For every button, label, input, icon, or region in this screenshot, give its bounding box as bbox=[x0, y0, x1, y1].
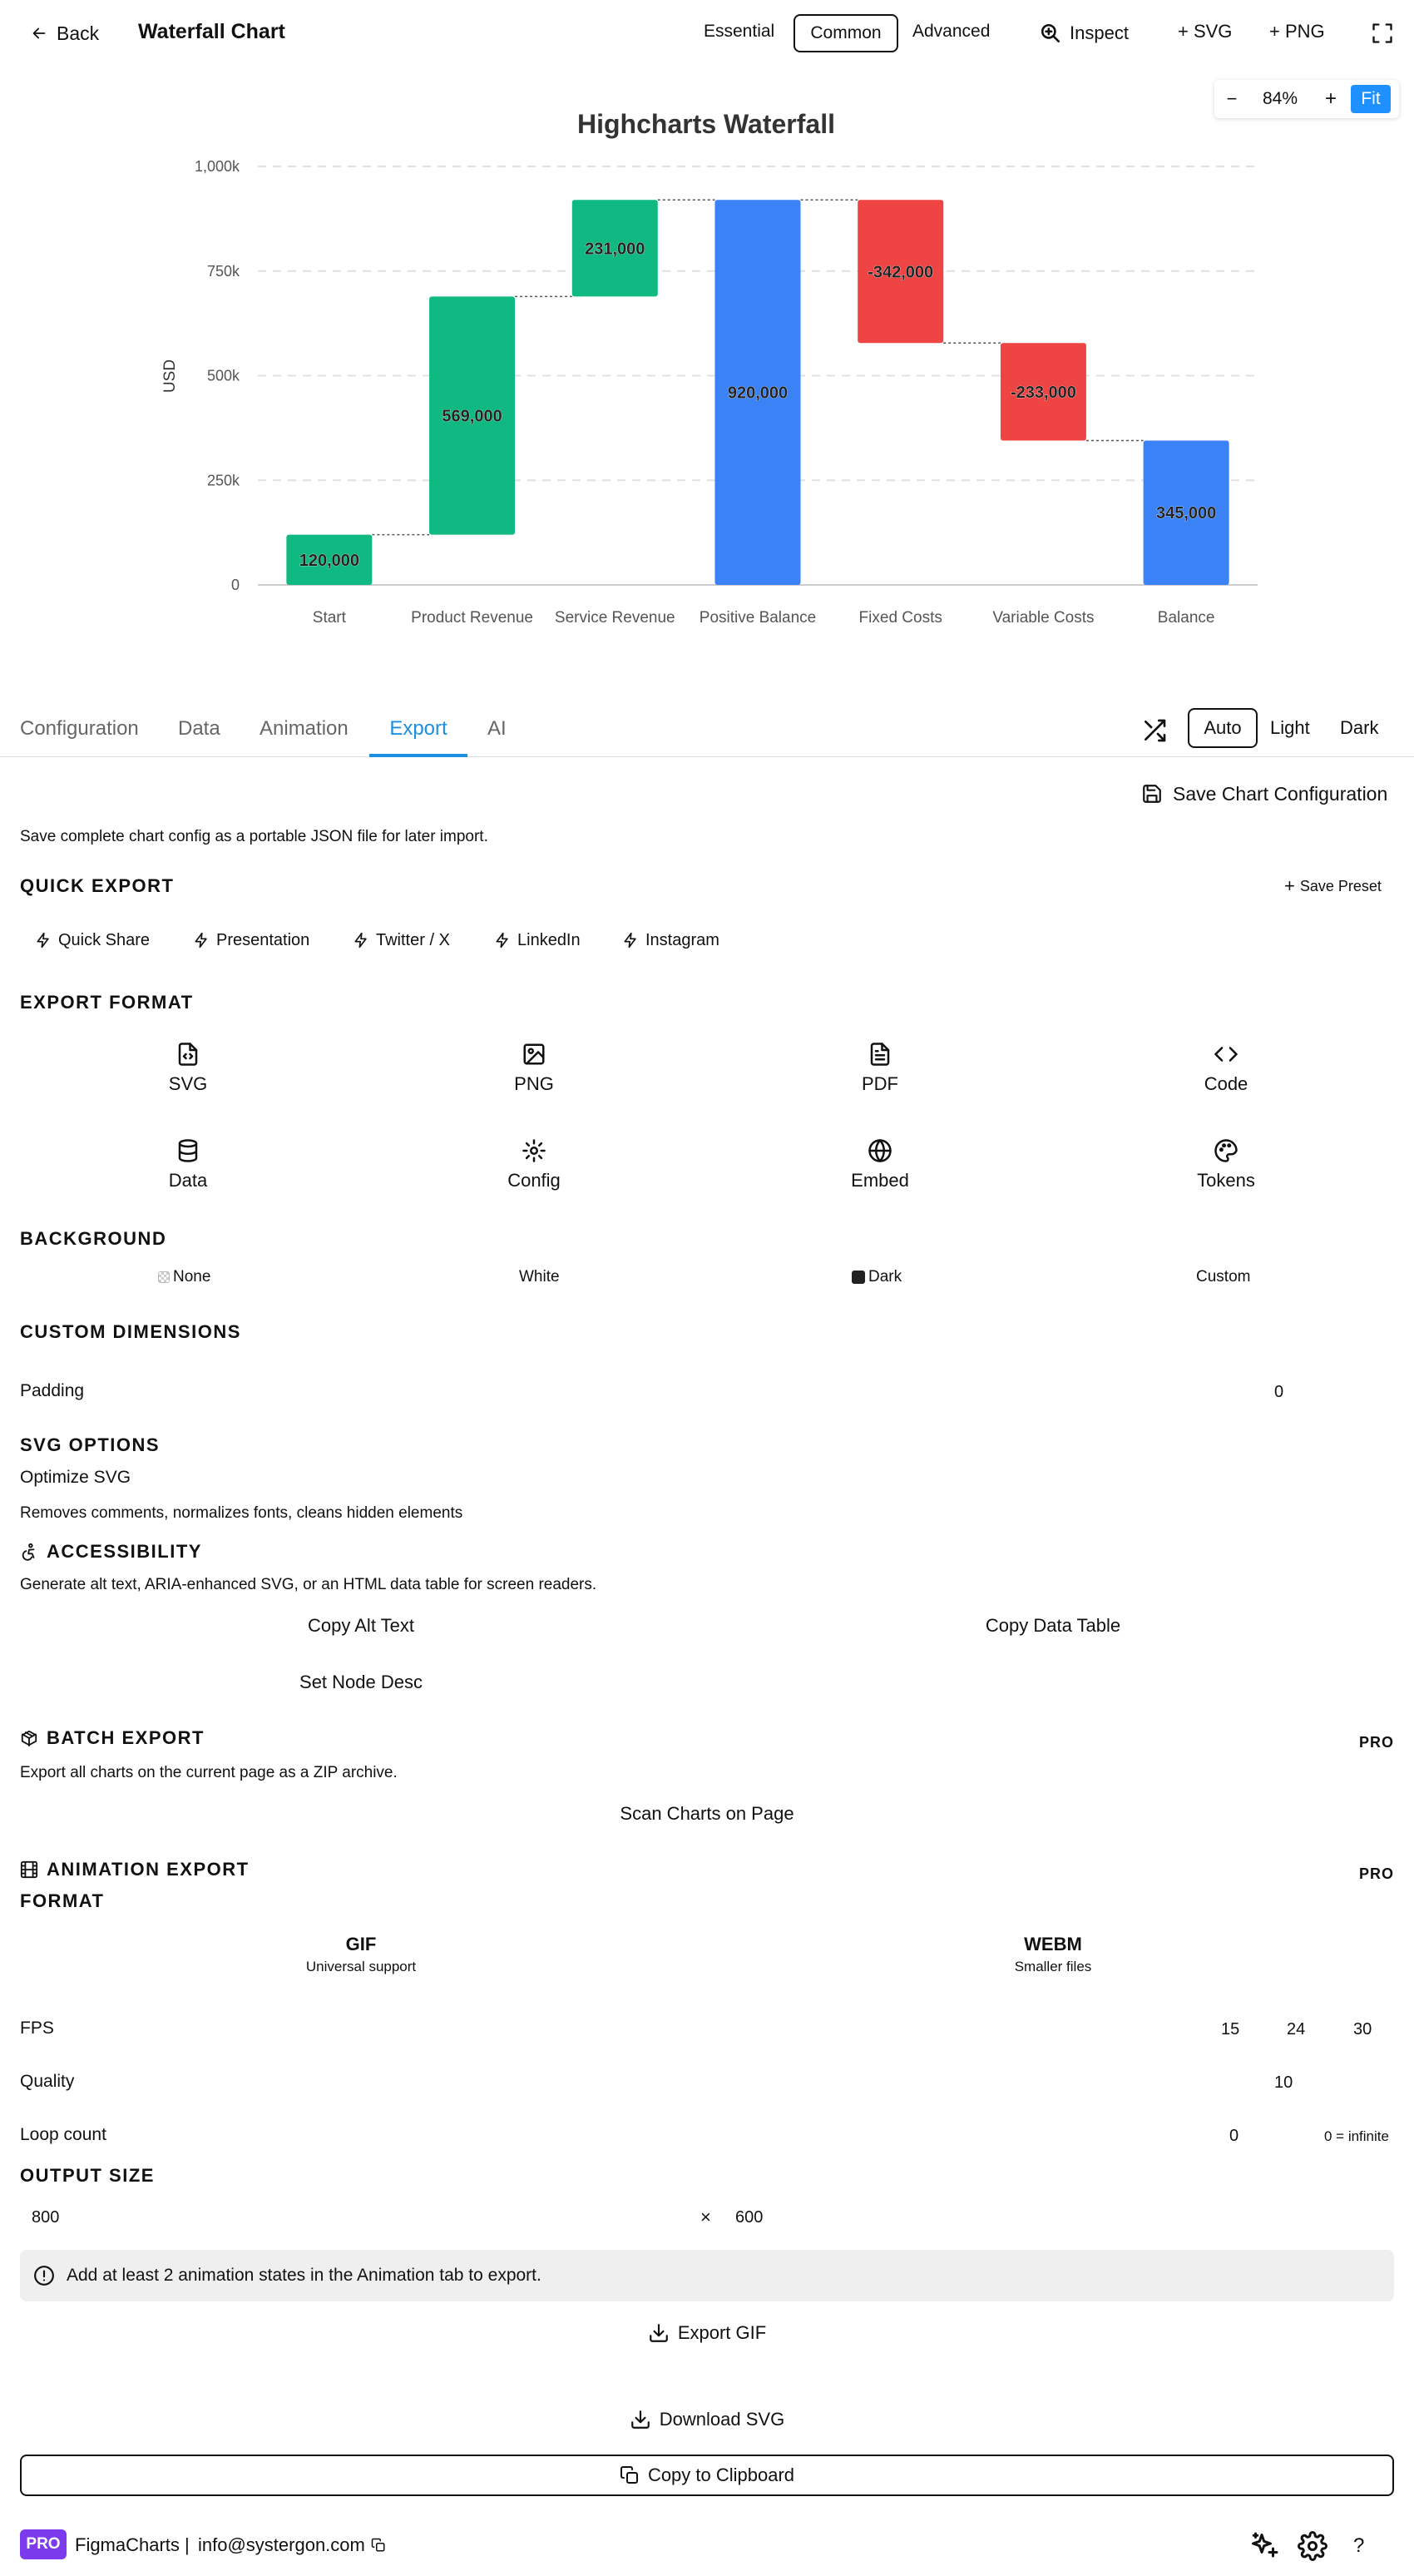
save-config-desc: Save complete chart config as a portable JSON file for later import. bbox=[20, 828, 488, 845]
inspect-button[interactable] bbox=[1040, 18, 1129, 48]
zap-icon bbox=[35, 932, 52, 949]
fullscreen-button[interactable] bbox=[1371, 22, 1394, 50]
batch-pro-badge: PRO bbox=[1358, 1734, 1394, 1751]
format-data[interactable] bbox=[105, 1138, 271, 1191]
zoom-in-button[interactable]: + bbox=[1324, 87, 1337, 110]
accessibility-heading: ACCESSIBILITY bbox=[47, 1541, 202, 1562]
format-label: Data bbox=[168, 1170, 208, 1191]
accessibility-icon bbox=[20, 1543, 38, 1566]
theme-auto[interactable]: Auto bbox=[1188, 708, 1258, 748]
sparkles-button[interactable] bbox=[1249, 2531, 1279, 2566]
package-icon bbox=[20, 1729, 38, 1752]
tab-ai[interactable]: AI bbox=[487, 717, 507, 740]
quality-label: Quality bbox=[20, 2072, 75, 2091]
fps-15-option[interactable]: 15 bbox=[1221, 2020, 1240, 2039]
gif-sub: Universal support bbox=[305, 1959, 417, 1974]
zap-icon bbox=[494, 932, 511, 949]
brand-name: FigmaCharts bbox=[75, 2534, 180, 2555]
gif-label: GIF bbox=[345, 1934, 377, 1954]
image-icon bbox=[522, 1042, 546, 1067]
output-width-input[interactable]: 800 bbox=[32, 2208, 60, 2227]
copy-clipboard-button[interactable] bbox=[20, 2455, 1394, 2496]
zoom-fit-button[interactable]: Fit bbox=[1351, 85, 1391, 113]
fps-30-option[interactable]: 30 bbox=[1353, 2020, 1372, 2039]
preset-presentation[interactable] bbox=[193, 925, 309, 955]
bg-label: Custom bbox=[1196, 1268, 1251, 1286]
preset-twitter[interactable] bbox=[353, 925, 450, 955]
plus-icon: + bbox=[1284, 875, 1295, 896]
quick-preset-list bbox=[0, 925, 1414, 959]
set-node-desc-button[interactable]: Set Node Desc bbox=[299, 1672, 423, 1692]
bg-custom-option[interactable] bbox=[1196, 1266, 1250, 1288]
preset-label: Instagram bbox=[645, 930, 719, 949]
format-gif-option[interactable] bbox=[20, 1934, 702, 1980]
back-label: Back bbox=[57, 22, 100, 44]
format-config[interactable] bbox=[451, 1138, 617, 1191]
padding-label: Padding bbox=[20, 1381, 85, 1400]
y-tick-label: 500k bbox=[206, 367, 240, 384]
custom-dimensions-heading: CUSTOM DIMENSIONS bbox=[20, 1321, 241, 1342]
info-text: Add at least 2 animation states in the Animation tab to export. bbox=[67, 2266, 541, 2285]
tab-data[interactable]: Data bbox=[178, 717, 220, 740]
x-tick-label: Balance bbox=[1157, 609, 1215, 627]
batch-export-heading: BATCH EXPORT bbox=[47, 1727, 205, 1748]
animation-export-heading: ANIMATION EXPORT bbox=[47, 1859, 250, 1880]
bg-label: Dark bbox=[868, 1268, 902, 1286]
dark-swatch-icon bbox=[852, 1271, 865, 1284]
save-config-label: Save Chart Configuration bbox=[1173, 782, 1388, 805]
bg-dark-option[interactable] bbox=[852, 1266, 902, 1288]
format-webm-option[interactable] bbox=[712, 1934, 1394, 1980]
fullscreen-icon bbox=[1371, 22, 1394, 45]
data-label: 345,000 bbox=[1155, 504, 1217, 523]
file-text-icon bbox=[868, 1042, 892, 1067]
y-axis-label: USD bbox=[161, 359, 179, 394]
loop-count-input[interactable]: 0 bbox=[1229, 2127, 1239, 2145]
zoom-level: 84% bbox=[1262, 89, 1298, 108]
data-label: -233,000 bbox=[1010, 383, 1076, 402]
contact-email[interactable]: info@systergon.com bbox=[198, 2534, 365, 2555]
code-icon bbox=[1213, 1042, 1239, 1067]
globe-icon bbox=[868, 1138, 892, 1163]
x-tick-label: Variable Costs bbox=[992, 609, 1095, 627]
app-header bbox=[0, 0, 1414, 67]
data-label: -342,000 bbox=[868, 263, 934, 282]
file-code-icon bbox=[176, 1042, 200, 1067]
sparkles-icon bbox=[1249, 2531, 1279, 2561]
help-button[interactable]: ? bbox=[1353, 2534, 1365, 2557]
animation-pro-badge: PRO bbox=[1358, 1865, 1394, 1882]
mode-advanced[interactable]: Advanced bbox=[912, 22, 991, 41]
y-tick-label: 250k bbox=[206, 472, 240, 489]
batch-export-desc: Export all charts on the current page as a ZIP archive. bbox=[20, 1764, 398, 1781]
preset-instagram[interactable] bbox=[622, 925, 719, 955]
format-code[interactable] bbox=[1143, 1042, 1309, 1095]
chart-title: Highcharts Waterfall bbox=[577, 109, 835, 139]
download-svg-button[interactable] bbox=[20, 2401, 1394, 2438]
mode-common[interactable]: Common bbox=[794, 14, 898, 52]
times-symbol: × bbox=[700, 2207, 711, 2227]
info-banner bbox=[20, 2250, 1394, 2301]
loop-count-label: Loop count bbox=[20, 2125, 106, 2144]
optimize-svg-desc: Removes comments, normalizes fonts, cleans hidden elements bbox=[20, 1504, 463, 1522]
copy-email-button[interactable] bbox=[371, 2538, 386, 2558]
format-tokens[interactable] bbox=[1143, 1138, 1309, 1191]
theme-light[interactable]: Light bbox=[1270, 717, 1310, 738]
y-tick-label: 0 bbox=[230, 577, 240, 593]
export-format-heading: EXPORT FORMAT bbox=[20, 992, 194, 1013]
scan-charts-button[interactable]: Scan Charts on Page bbox=[620, 1803, 794, 1824]
output-height-input[interactable]: 600 bbox=[735, 2208, 764, 2227]
format-svg[interactable] bbox=[105, 1042, 271, 1095]
preset-label: Quick Share bbox=[58, 930, 151, 949]
copy-icon bbox=[371, 2538, 386, 2553]
gear-icon bbox=[1298, 2531, 1327, 2561]
format-label: Code bbox=[1204, 1073, 1248, 1094]
bg-none-option[interactable] bbox=[158, 1266, 210, 1288]
format-label: SVG bbox=[168, 1073, 208, 1094]
zap-icon bbox=[353, 932, 369, 949]
add-svg-button[interactable]: + SVG bbox=[1178, 21, 1233, 42]
bg-white-option[interactable] bbox=[519, 1266, 560, 1288]
copy-alt-text-button[interactable]: Copy Alt Text bbox=[308, 1615, 414, 1636]
copy-clipboard-label: Copy to Clipboard bbox=[647, 2465, 795, 2485]
data-label: 569,000 bbox=[442, 407, 502, 426]
film-icon bbox=[20, 1860, 38, 1884]
pro-badge: PRO bbox=[20, 2529, 67, 2559]
export-gif-button[interactable] bbox=[20, 2315, 1394, 2351]
zap-icon bbox=[622, 932, 639, 949]
format-png[interactable] bbox=[451, 1042, 617, 1095]
animation-format-heading: FORMAT bbox=[20, 1890, 105, 1911]
download-icon bbox=[630, 2409, 651, 2430]
x-tick-label: Service Revenue bbox=[554, 609, 675, 627]
checker-swatch-icon bbox=[158, 1271, 170, 1283]
palette-icon bbox=[1214, 1138, 1238, 1163]
bg-label: White bbox=[519, 1268, 560, 1286]
x-tick-label: Product Revenue bbox=[411, 609, 533, 627]
webm-label: WEBM bbox=[1024, 1934, 1082, 1954]
x-tick-label: Positive Balance bbox=[699, 609, 817, 627]
preset-quick-share[interactable] bbox=[35, 925, 150, 955]
x-tick-label: Start bbox=[312, 609, 346, 627]
format-label: Config bbox=[507, 1170, 561, 1191]
preset-label: Twitter / X bbox=[376, 930, 450, 949]
gear-icon bbox=[522, 1138, 546, 1163]
shuffle-icon bbox=[1141, 717, 1168, 744]
preset-label: LinkedIn bbox=[517, 930, 581, 949]
output-size-heading: OUTPUT SIZE bbox=[20, 2165, 155, 2186]
background-heading: BACKGROUND bbox=[20, 1228, 167, 1249]
preset-linkedin[interactable] bbox=[494, 925, 581, 955]
settings-button[interactable] bbox=[1298, 2531, 1327, 2566]
format-embed[interactable] bbox=[797, 1138, 963, 1191]
download-svg-label: Download SVG bbox=[659, 2409, 785, 2430]
optimize-svg-toggle[interactable]: Optimize SVG bbox=[20, 1468, 131, 1487]
data-label: 120,000 bbox=[299, 551, 360, 570]
copy-data-table-button[interactable]: Copy Data Table bbox=[985, 1615, 1121, 1636]
webm-sub: Smaller files bbox=[1014, 1959, 1092, 1974]
mode-essential[interactable]: Essential bbox=[704, 22, 775, 41]
waterfall-chart bbox=[0, 92, 1414, 641]
fps-label: FPS bbox=[20, 2019, 54, 2038]
svg-options-heading: SVG OPTIONS bbox=[20, 1434, 161, 1455]
export-gif-label: Export GIF bbox=[677, 2322, 767, 2343]
y-tick-label: 1,000k bbox=[194, 158, 240, 175]
back-button[interactable] bbox=[30, 17, 99, 50]
accessibility-desc: Generate alt text, ARIA-enhanced SVG, or an HTML data table for screen readers. bbox=[20, 1576, 597, 1593]
download-icon bbox=[648, 2322, 670, 2344]
copy-icon bbox=[620, 2465, 640, 2485]
zoom-in-icon bbox=[1040, 22, 1061, 44]
tab-configuration[interactable]: Configuration bbox=[20, 717, 139, 740]
info-icon bbox=[33, 2265, 55, 2286]
format-label: Tokens bbox=[1197, 1170, 1255, 1191]
x-tick-label: Fixed Costs bbox=[858, 609, 942, 627]
save-config-button[interactable] bbox=[1141, 779, 1387, 809]
save-preset-button[interactable] bbox=[1284, 875, 1382, 897]
loop-count-hint: 0 = infinite bbox=[1324, 2128, 1389, 2144]
bg-label: None bbox=[173, 1268, 211, 1286]
quality-input[interactable]: 10 bbox=[1274, 2073, 1293, 2092]
arrow-left-icon bbox=[30, 24, 48, 42]
theme-dark[interactable]: Dark bbox=[1340, 717, 1379, 738]
save-preset-label: Save Preset bbox=[1299, 877, 1382, 894]
format-label: PNG bbox=[514, 1073, 554, 1094]
database-icon bbox=[176, 1138, 200, 1163]
data-label: 231,000 bbox=[585, 240, 645, 259]
add-png-button[interactable]: + PNG bbox=[1269, 21, 1325, 42]
preset-label: Presentation bbox=[216, 930, 310, 949]
quick-export-heading: QUICK EXPORT bbox=[20, 875, 175, 896]
page-title: Waterfall Chart bbox=[138, 20, 285, 43]
zap-icon bbox=[193, 932, 210, 949]
format-label: PDF bbox=[862, 1073, 898, 1094]
shuffle-button[interactable] bbox=[1141, 717, 1168, 749]
zoom-out-button[interactable]: − bbox=[1226, 88, 1238, 109]
fps-24-option[interactable]: 24 bbox=[1287, 2020, 1306, 2039]
padding-input[interactable]: 0 bbox=[1274, 1383, 1284, 1401]
data-label: 920,000 bbox=[727, 384, 789, 403]
footer-separator: | bbox=[185, 2534, 190, 2555]
y-tick-label: 750k bbox=[206, 262, 240, 280]
format-pdf[interactable] bbox=[797, 1042, 963, 1095]
tab-animation[interactable]: Animation bbox=[260, 717, 349, 740]
footer bbox=[0, 2524, 1414, 2566]
inspect-label: Inspect bbox=[1070, 22, 1129, 43]
format-label: Embed bbox=[851, 1170, 909, 1191]
tab-bar bbox=[0, 702, 1414, 757]
save-icon bbox=[1141, 783, 1163, 805]
tab-export[interactable]: Export bbox=[369, 702, 467, 757]
